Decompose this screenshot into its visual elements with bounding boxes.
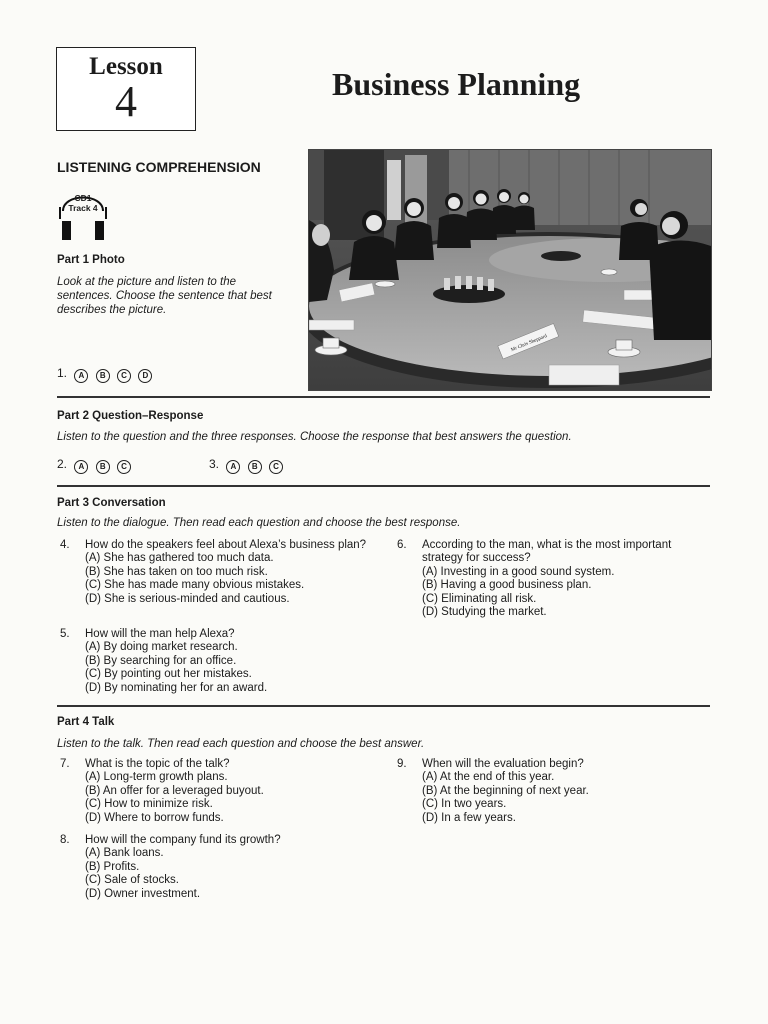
part4-instructions: Listen to the talk. Then read each question and choose the best answer. bbox=[57, 738, 425, 750]
track-number: Track 4 bbox=[68, 203, 98, 213]
choice-c[interactable]: C bbox=[117, 460, 131, 474]
part1-instructions: Look at the picture and listen to the sentences. Choose the sentence that best describes the picture. bbox=[57, 276, 272, 316]
lesson-number: 4 bbox=[115, 77, 137, 126]
option-a[interactable]: (A) She has gathered too much data. bbox=[85, 552, 274, 565]
question-number: 6. bbox=[397, 539, 407, 551]
question-number: 4. bbox=[60, 539, 70, 551]
part3-instructions: Listen to the dialogue. Then read each question and choose the best response. bbox=[57, 517, 461, 529]
answer-line-2 bbox=[57, 457, 131, 474]
choice-b[interactable]: B bbox=[248, 460, 262, 474]
question-8 bbox=[60, 834, 380, 901]
question-7 bbox=[60, 758, 380, 825]
option-a[interactable]: (A) Long-term growth plans. bbox=[85, 771, 228, 784]
divider bbox=[57, 396, 710, 398]
question-text: What is the topic of the talk? bbox=[85, 758, 230, 770]
section-heading: LISTENING COMPREHENSION bbox=[57, 159, 261, 175]
part3-title: Part 3 Conversation bbox=[57, 497, 166, 509]
option-c[interactable]: (C) How to minimize risk. bbox=[85, 798, 213, 811]
option-d[interactable]: (D) Studying the market. bbox=[422, 606, 547, 619]
divider bbox=[57, 485, 710, 487]
option-d[interactable]: (D) Where to borrow funds. bbox=[85, 811, 224, 824]
option-b[interactable]: (B) Profits. bbox=[85, 860, 140, 873]
option-c[interactable]: (C) In two years. bbox=[422, 798, 507, 811]
question-number: 8. bbox=[60, 834, 70, 846]
track-label bbox=[57, 193, 109, 213]
meeting-photo bbox=[308, 149, 712, 391]
option-b[interactable]: (B) At the beginning of next year. bbox=[422, 784, 589, 797]
question-number: 9. bbox=[397, 758, 407, 770]
question-9 bbox=[397, 758, 710, 825]
answer-line-3 bbox=[209, 457, 283, 474]
choice-c[interactable]: C bbox=[117, 369, 131, 383]
divider bbox=[57, 705, 710, 707]
question-text: How will the man help Alexa? bbox=[85, 628, 235, 640]
option-d[interactable]: (D) In a few years. bbox=[422, 811, 516, 824]
option-d[interactable]: (D) Owner investment. bbox=[85, 887, 201, 900]
headphones-icon bbox=[57, 183, 109, 241]
option-a[interactable]: (A) By doing market research. bbox=[85, 641, 238, 654]
part4-title: Part 4 Talk bbox=[57, 716, 115, 728]
option-c[interactable]: (C) Sale of stocks. bbox=[85, 874, 179, 887]
question-text: How will the company fund its growth? bbox=[85, 834, 281, 846]
question-5 bbox=[60, 628, 380, 695]
option-a[interactable]: (A) At the end of this year. bbox=[422, 771, 555, 784]
option-b[interactable]: (B) An offer for a leveraged buyout. bbox=[85, 784, 264, 797]
lesson-box bbox=[56, 47, 196, 131]
part2-instructions: Listen to the question and the three responses. Choose the response that best answers the question. bbox=[57, 431, 572, 443]
choice-b[interactable]: B bbox=[96, 460, 110, 474]
choice-a[interactable]: A bbox=[74, 369, 88, 383]
question-number: 1. bbox=[57, 366, 68, 380]
part1-title: Part 1 Photo bbox=[57, 254, 125, 266]
option-b[interactable]: (B) She has taken on too much risk. bbox=[85, 565, 268, 578]
question-6 bbox=[397, 539, 710, 619]
option-b[interactable]: (B) By searching for an office. bbox=[85, 654, 237, 667]
option-d[interactable]: (D) She is serious-minded and cautious. bbox=[85, 592, 290, 605]
question-text: According to the man, what is the most important strategy for success? bbox=[422, 539, 672, 565]
option-c[interactable]: (C) Eliminating all risk. bbox=[422, 592, 537, 605]
choice-d[interactable]: D bbox=[138, 369, 152, 383]
question-4 bbox=[60, 539, 380, 606]
choice-b[interactable]: B bbox=[96, 369, 110, 383]
choice-c[interactable]: C bbox=[269, 460, 283, 474]
question-number: 3. bbox=[209, 457, 220, 471]
svg-text:Mr Chris Sheppard: Mr Chris Sheppard bbox=[510, 334, 548, 354]
question-number: 2. bbox=[57, 457, 68, 471]
question-number: 7. bbox=[60, 758, 70, 770]
answer-line-1 bbox=[57, 366, 152, 383]
option-a[interactable]: (A) Investing in a good sound system. bbox=[422, 565, 615, 578]
option-d[interactable]: (D) By nominating her for an award. bbox=[85, 681, 268, 694]
question-text: When will the evaluation begin? bbox=[422, 758, 584, 770]
option-c[interactable]: (C) By pointing out her mistakes. bbox=[85, 668, 252, 681]
option-a[interactable]: (A) Bank loans. bbox=[85, 847, 164, 860]
part2-title: Part 2 Question–Response bbox=[57, 410, 204, 422]
page-title: Business Planning bbox=[332, 66, 581, 102]
choice-a[interactable]: A bbox=[74, 460, 88, 474]
option-b[interactable]: (B) Having a good business plan. bbox=[422, 579, 592, 592]
lesson-label: Lesson bbox=[89, 53, 163, 80]
question-text: How do the speakers feel about Alexa’s business plan? bbox=[85, 539, 367, 551]
choice-a[interactable]: A bbox=[226, 460, 240, 474]
question-number: 5. bbox=[60, 628, 70, 640]
cd-number: CD1 bbox=[74, 193, 92, 203]
option-c[interactable]: (C) She has made many obvious mistakes. bbox=[85, 579, 305, 592]
